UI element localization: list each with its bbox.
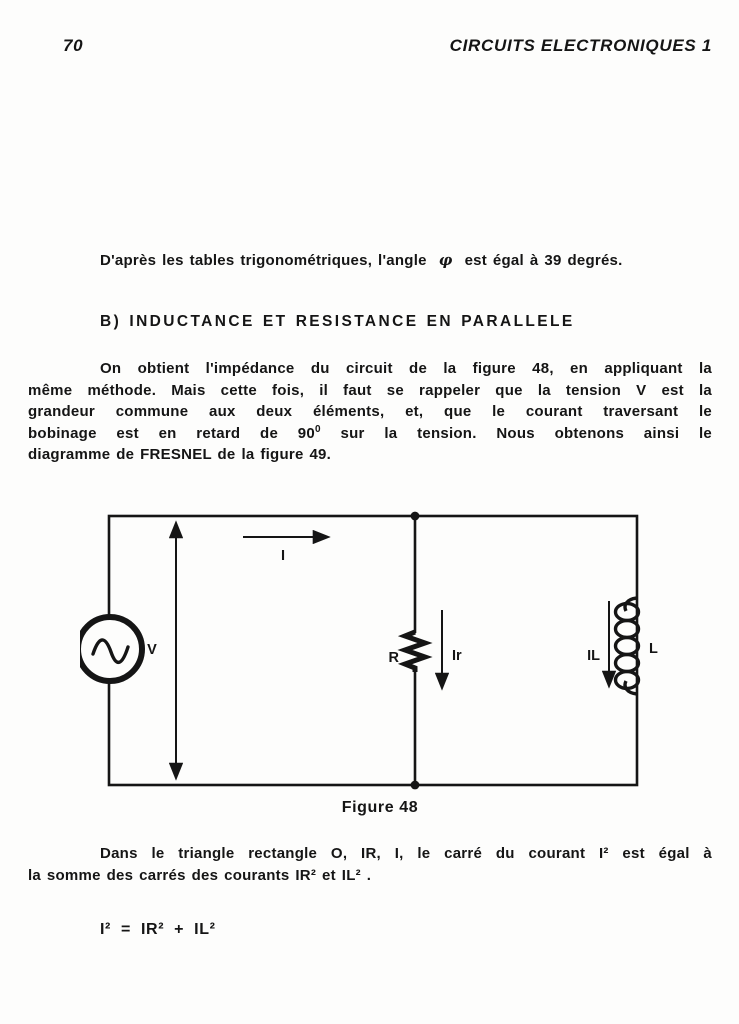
phi-symbol: φ [438, 251, 453, 269]
formula-pythagorean-currents: I² = IR² + IL² [100, 921, 216, 938]
junction-dot-top [411, 512, 420, 521]
resistor-branch [389, 516, 463, 785]
voltage-label: V [147, 642, 157, 658]
text-run: bobinage est en retard de 90 [28, 424, 315, 442]
inductor-label: L [649, 641, 658, 657]
text-line [28, 423, 712, 445]
text-run: sur la tension. Nous obtenons ainsi le [320, 424, 712, 442]
voltage-arrow [147, 523, 176, 778]
current-arrow-I [243, 537, 328, 564]
superscript-zero: 0 [314, 423, 321, 435]
resistor-icon [405, 632, 425, 672]
figure-caption: Figure 48 [341, 799, 419, 816]
text-line: Dans le triangle rectangle O, IR, I, le carré du courant I² est égal à [100, 845, 712, 862]
page-number: 70 [63, 36, 84, 55]
text-line: la somme des carrés des courants IR² et IL² . [28, 866, 372, 884]
page-header [63, 36, 712, 56]
resistor-label: R [388, 650, 399, 666]
intro-text-pre: D'après les tables trigonométriques, l'angle [100, 252, 427, 269]
text-line: On obtient l'impédance du circuit de la figure 48, en appliquant la [100, 360, 712, 377]
ac-source-icon [80, 617, 142, 681]
section-heading: B) INDUCTANCE ET RESISTANCE EN PARALLELE [100, 313, 575, 330]
inductor-branch [587, 598, 658, 694]
text-line: même méthode. Mais cette fois, il faut se rappeler que la tension V est la [28, 381, 712, 399]
circuit-outline [109, 516, 637, 785]
inductor-current-label: IL [587, 648, 600, 664]
paragraph-impedance [28, 358, 712, 466]
current-label-I: I [280, 548, 286, 564]
text-line: diagramme de FRESNEL de la figure 49. [28, 446, 332, 464]
resistor-current-label: Ir [452, 648, 462, 664]
junction-dot-bottom [411, 781, 420, 790]
paragraph-triangle [28, 843, 712, 887]
intro-text-post: est égal à 39 degrés. [464, 252, 623, 269]
circuit-diagram-figure-48 [80, 500, 670, 800]
running-title: CIRCUITS ELECTRONIQUES 1 [449, 36, 712, 55]
inductor-icon [616, 604, 639, 689]
intro-sentence [100, 250, 712, 272]
text-line: grandeur commune aux deux éléments, et, que le courant traversant le [28, 403, 712, 421]
